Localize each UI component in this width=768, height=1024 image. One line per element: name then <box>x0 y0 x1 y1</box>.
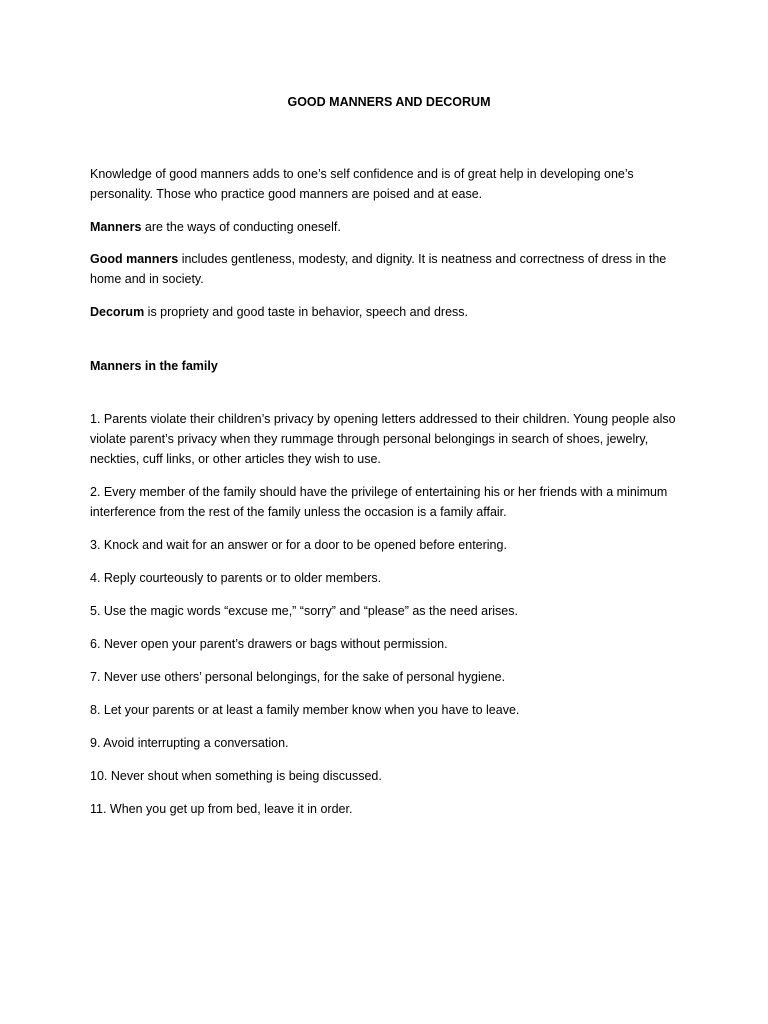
document-body <box>90 92 680 832</box>
definition-text: are the ways of conducting oneself. <box>141 219 341 234</box>
list-item: 8. Let your parents or at least a family member know when you have to leave. <box>90 702 520 717</box>
definition-text: includes gentleness, modesty, and dignity. It is neatness and correctness of dress in the home and in society. <box>90 252 667 286</box>
section-heading: Manners in the family <box>90 358 218 373</box>
list-item: 11. When you get up from bed, leave it in order. <box>90 801 353 816</box>
list-item: 5. Use the magic words “excuse me,” “sorry” and “please” as the need arises. <box>90 603 518 618</box>
list-item: 10. Never shout when something is being discussed. <box>90 768 382 783</box>
definition-manners <box>90 217 680 237</box>
list-item: 9. Avoid interrupting a conversation. <box>90 735 289 750</box>
definition-good-manners <box>90 249 680 289</box>
intro-paragraph: Knowledge of good manners adds to one’s self confidence and is of great help in developing one’s personality. Those who practice good manners are poised and at ease. <box>90 167 634 201</box>
document-title: GOOD MANNERS AND DECORUM <box>287 95 491 109</box>
definition-term: Manners <box>90 219 142 234</box>
list-item: 7. Never use others’ personal belongings, for the sake of personal hygiene. <box>90 669 506 684</box>
definition-text: is propriety and good taste in behavior, speech and dress. <box>144 304 469 319</box>
list-item: 2. Every member of the family should have the privilege of entertaining his or her friends with a minimum interference from the rest of the family unless the occasion is a family affair. <box>90 484 668 519</box>
definition-term: Good manners <box>90 252 179 266</box>
list-item: 1. Parents violate their children’s privacy by opening letters addressed to their children. Young people also violate parent’s privacy when they rummage through personal belongings in search of shoes, jewelry, neckties, cuff links, or other articles they wish to use. <box>90 411 676 466</box>
list-item: 3. Knock and wait for an answer or for a door to be opened before entering. <box>90 537 507 552</box>
list-item: 4. Reply courteously to parents or to older members. <box>90 570 382 585</box>
definition-term: Decorum <box>90 304 145 319</box>
definition-decorum <box>90 302 680 322</box>
list-item: 6. Never open your parent’s drawers or bags without permission. <box>90 636 448 651</box>
